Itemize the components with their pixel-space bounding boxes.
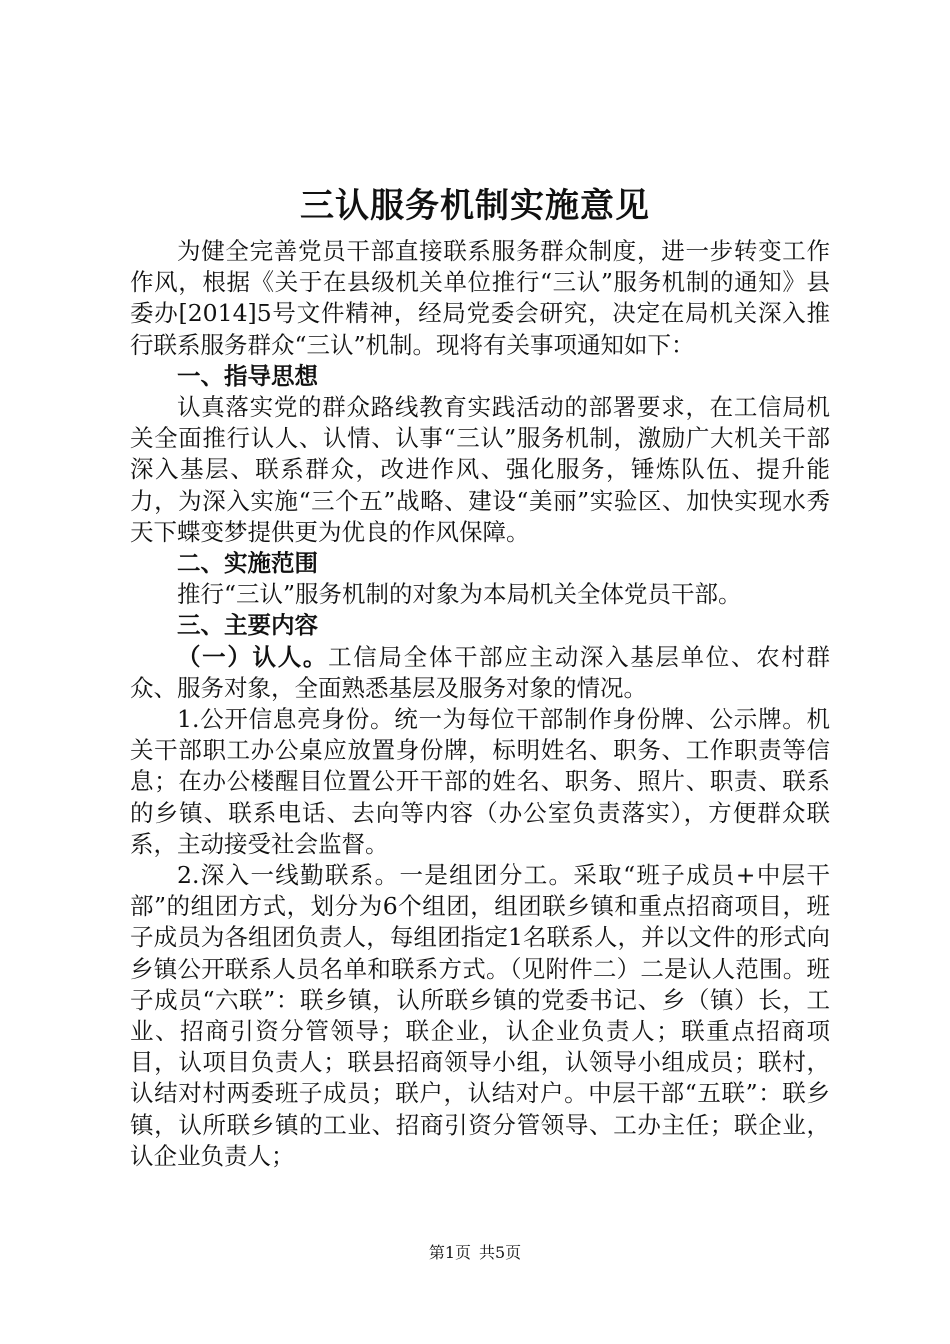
page-footer [0, 1242, 950, 1264]
know-people-paragraph [130, 642, 830, 704]
intro-paragraph: 为健全完善党员干部直接联系服务群众制度，进一步转变工作作风，根据《关于在县级机关单位推行“三认”服务机制的通知》县委办[2014]5号文件精神，经局党委会研究，决定在局机关深入推行联系服务群众“三认”机制。现将有关事项通知如下： [130, 237, 830, 359]
section-heading-main-content: 三、主要内容 [177, 611, 318, 640]
item-1-paragraph: 1.公开信息亮身份。统一为每位干部制作身份牌、公示牌。机关干部职工办公桌应放置身份牌，标明姓名、职务、工作职责等信息；在办公楼醒目位置公开干部的姓名、职务、照片、职责、联系的乡镇、联系电话、去向等内容（办公室负责落实），方便群众联系，主动接受社会监督。 [130, 705, 830, 858]
section-heading-scope: 二、实施范围 [177, 549, 318, 578]
document-body [130, 236, 830, 1172]
document-title: 三认服务机制实施意见 [300, 186, 650, 226]
item-2-paragraph: 2.深入一线勤联系。一是组团分工。采取“班子成员+中层干部”的组团方式，划分为6个组团，组团联乡镇和重点招商项目，班子成员为各组团负责人，每组团指定1名联系人，并以文件的形式向乡镇公开联系人员名单和联系方式。（见附件二）二是认人范围。班子成员“六联”：联乡镇，认所联乡镇的党委书记、乡（镇）长，工业、招商引资分管领导；联企业，认企业负责人；联重点招商项目，认项目负责人；联县招商领导小组，认领导小组成员；联村，认结对村两委班子成员；联户，认结对户。中层干部“五联”：联乡镇，认所联乡镇的工业、招商引资分管领导、工办主任；联企业，认企业负责人； [130, 861, 830, 1170]
page-total: 共5页 [479, 1243, 522, 1262]
scope-paragraph: 推行“三认”服务机制的对象为本局机关全体党员干部。 [177, 580, 742, 609]
know-people-lead: （一）认人。 [177, 642, 329, 671]
section-heading-guiding-ideology: 一、指导思想 [177, 361, 318, 390]
guiding-ideology-paragraph: 认真落实党的群众路线教育实践活动的部署要求，在工信局机关全面推行认人、认情、认事“三认”服务机制，激励广大机关干部深入基层、联系群众，改进作风、强化服务，锤炼队伍、提升能力，为深入实施“三个五”战略、建设“美丽”实验区、加快实现水秀天下蝶变梦提供更为优良的作风保障。 [130, 393, 830, 546]
know-people-text: 工信局全体干部应主动深入基层单位、农村群众、服务对象，全面熟悉基层及服务对象的情况。 [130, 642, 831, 702]
page-number: 第1页 [428, 1243, 471, 1262]
